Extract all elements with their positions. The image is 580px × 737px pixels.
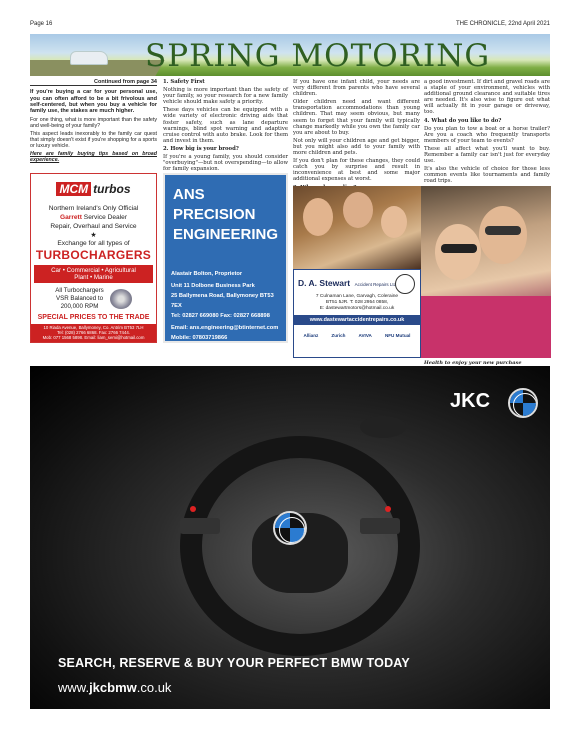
- paragraph: This aspect leads inexorably to the family car quest that simply doesn't exist if you're shopping for a sports or luxury vehicle.: [30, 130, 157, 150]
- paragraph: If you have one infant child, your needs are very different from parents who have several children.: [293, 79, 420, 98]
- continued-label: Continued from page 34: [30, 79, 157, 86]
- family-car-photo: [421, 186, 551, 358]
- mcm-line: Northern Ireland's Only Official: [48, 205, 139, 212]
- mcm-logo-text: MCM: [56, 182, 91, 196]
- mcm-turbos-ad[interactable]: [30, 173, 157, 343]
- insurer-logo: NFU Mutual: [384, 333, 411, 338]
- mcm-contact-strip: 10 Riada Avenue, Ballymoney, Co. Antrim BT53 7LH Tel: (028) 2766 6868. Fax: 2766 7444. Mob: 077 1568 5898. Email: liam_semi@hotmail.com: [31, 324, 156, 342]
- ans-title: ANS PRECISION ENGINEERING: [173, 186, 279, 243]
- mcm-line: Repair, Overhaul and Service: [50, 223, 137, 230]
- da-stewart-ad[interactable]: [293, 269, 421, 358]
- garrett-brand: Garrett: [59, 214, 82, 221]
- page-number: Page 16: [30, 21, 53, 27]
- accreditation-badge-icon: [395, 274, 415, 294]
- bmw-logo-icon: [508, 388, 538, 418]
- star-icon: ★: [90, 232, 97, 239]
- paragraph: These days vehicles can be equipped with a wide variety of electronic driving aids that foster safety, such as lane departure warnings, blind spot warning and adaptive cruise control with auto brake. Look for them and invest in them.: [163, 107, 288, 144]
- bmw-headline: SEARCH, RESERVE & BUY YOUR PERFECT BMW TODAY: [58, 656, 410, 670]
- mcm-line: Garrett Service Dealer: [59, 214, 128, 221]
- jkc-logo: JKC: [450, 390, 491, 412]
- jkc-bmw-url[interactable]: www.jkcbmw.co.uk: [58, 680, 172, 695]
- insurer-logo: Zurich: [331, 333, 346, 338]
- paragraph: Do you plan to tow a boat or a horse trailer? Are you a coach who frequently transports members of your team to events?: [424, 125, 550, 144]
- paragraph: Not only will your children age and get bigger, but you might also add to your family with more children and pets.: [293, 137, 420, 157]
- ans-precision-ad[interactable]: [163, 173, 288, 343]
- insurer-logos: [294, 331, 420, 340]
- article-col-2: [163, 79, 288, 174]
- car-icon: [70, 51, 108, 65]
- paragraph: If you don't plan for these changes, they could catch you by surprise and result in inconvenience at best and some major additional expenses at worst.: [293, 158, 420, 183]
- stewart-address: 7 Culnaman Lane, Garvagh, Coleraine BT51 5JR. T: 028 2954 0858, E: dastewartmotors@hotmail.co.uk: [315, 294, 399, 311]
- tagline: Here are family buying tips based on broad experience.: [30, 151, 157, 164]
- paragraph: For one thing, what is more important than the safety and well-being of your family?: [30, 116, 157, 129]
- steering-wheel-graphic: [180, 436, 420, 656]
- insurer-logo: AVIVA: [358, 333, 372, 338]
- turbos-logo-text: turbos: [93, 182, 131, 196]
- paper-date: THE CHRONICLE, 22nd April 2021: [455, 21, 550, 27]
- paragraph: If you're a young family, you should consider "overbuying"—but not overspending—to allow for family expansion.: [163, 154, 288, 173]
- subhead: 2. How big is your brood?: [163, 145, 239, 152]
- family-car-photo: [293, 186, 421, 269]
- jkc-bmw-ad[interactable]: [30, 366, 550, 709]
- paragraph: a good investment. If dirt and gravel roads are a staple of your environment, vehicles with additional ground clearance and suitable tires are needed. It's also wise to figure out what will actually fit in your garage or driveway, too.: [424, 79, 550, 116]
- photo-caption: Health to enjoy your new purchase: [424, 360, 522, 366]
- turbochargers-heading: TURBOCHARGERS: [35, 248, 152, 262]
- section-banner: [30, 34, 550, 76]
- special-prices: SPECIAL PRICES TO THE TRADE: [37, 314, 150, 321]
- stewart-website[interactable]: www.dastewartaccidentrepairs.co.uk: [294, 315, 420, 325]
- paragraph: These all affect what you'll want to buy. Remember a family car isn't just for everyday use.: [424, 145, 550, 165]
- section-title: SPRING MOTORING: [145, 38, 491, 74]
- paragraph: Nothing is more important than the safety of your family, so your research for a new family vehicle should make safety a priority.: [163, 87, 288, 106]
- stewart-logo: D. A. Stewart Accident Repairs Ltd: [298, 278, 397, 288]
- turbocharger-icon: [110, 289, 132, 309]
- lead-paragraph: If you're buying a car for your personal use, you can often afford to be a bit frivolous and self-centered, but when you buy a vehicle for family use, the stakes are much higher.: [30, 89, 157, 115]
- subhead: 1. Safety First: [163, 79, 205, 85]
- bmw-roundel-icon: [273, 511, 307, 545]
- ans-contact: Alastair Bolton, Proprietor Unit 11 Dolbone Business Park 25 Ballymena Road, Ballymoney BT53 7EX Tel: 02827 669080 Fax: 02827 668898 Email: ans.engineering@btinternet.com Mobile: 07803719866: [171, 271, 279, 341]
- mcm-logo: [31, 180, 156, 198]
- paragraph: It's also the vehicle of choice for those less common events like tournaments and family road trips.: [424, 166, 550, 185]
- paragraph: Older children need and want different transportation accommodations than young children. That may seem obvious, but many seem to forget that your family will typically change markedly while you own the family car you are about to buy.: [293, 99, 420, 136]
- article-col-1: [30, 79, 157, 165]
- categories-box: Car • Commercial • Agricultural Plant • Marine: [34, 265, 153, 283]
- subhead: 4. What do you like to do?: [424, 117, 502, 124]
- vsr-text: All Turbochargers VSR Balanced to 200,000 RPM: [55, 287, 104, 310]
- insurer-logo: Allianz: [303, 333, 319, 338]
- mcm-line: Exchange for all types of: [57, 240, 130, 247]
